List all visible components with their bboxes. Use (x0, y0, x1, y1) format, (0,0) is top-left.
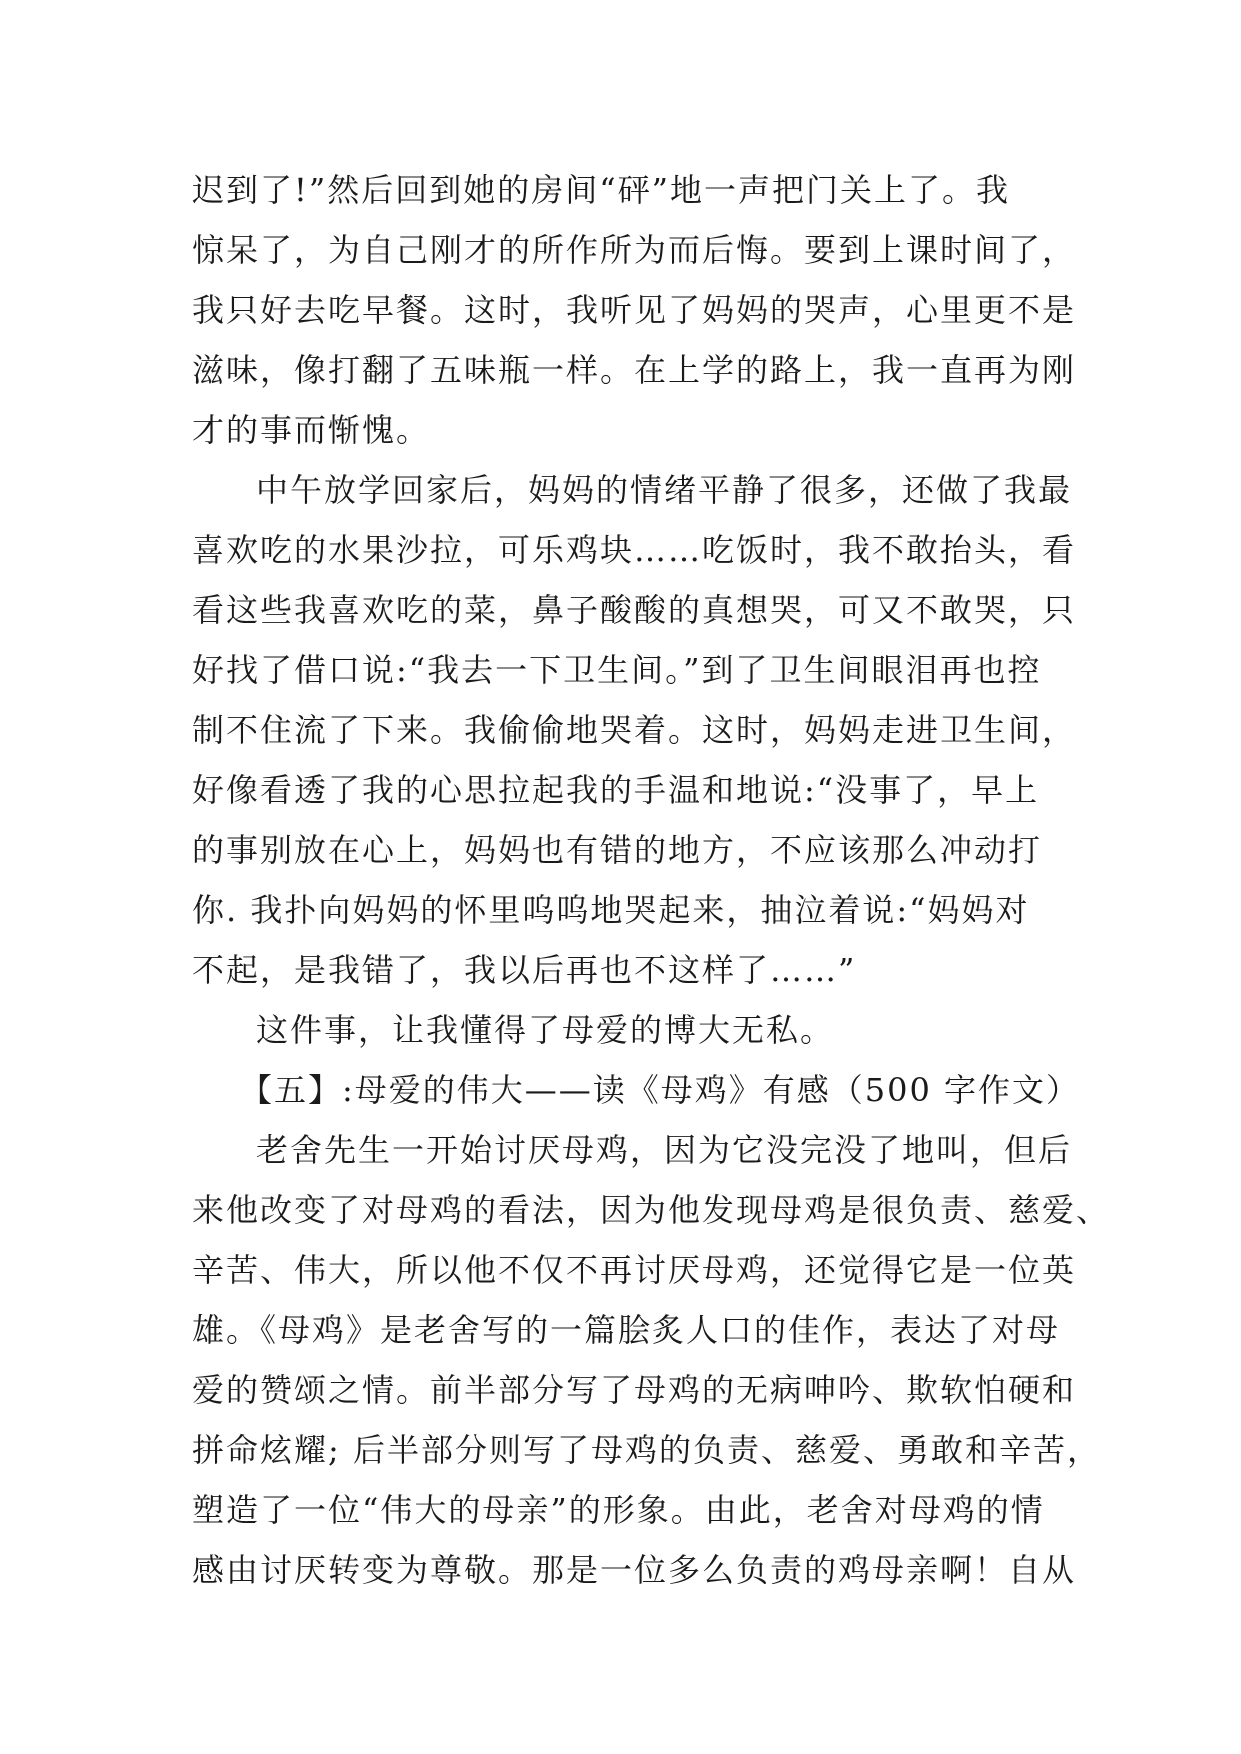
text-line: 好找了借口说:“我去一下卫生间。”到了卫生间眼泪再也控 (192, 651, 1042, 689)
paragraph-first-line: 中午放学回家后，妈妈的情绪平静了很多，还做了我最 (256, 471, 1073, 509)
body-text (192, 160, 1111, 1600)
text-line: 才的事而惭愧。 (192, 411, 431, 449)
text-line: 辛苦、伟大，所以他不仅不再讨厌母鸡，还觉得它是一位英 (192, 1251, 1077, 1289)
text-line: 好像看透了我的心思拉起我的手温和地说:“没事了，早上 (192, 771, 1040, 809)
text-line: 迟到了!”然后回到她的房间“砰”地一声把门关上了。我 (192, 171, 1010, 209)
text-line: 我只好去吃早餐。这时，我听见了妈妈的哭声，心里更不是 (192, 291, 1077, 329)
text-line: 你. 我扑向妈妈的怀里呜呜地哭起来，抽泣着说:“妈妈对 (192, 891, 1030, 929)
section-heading: 【五】:母爱的伟大——读《母鸡》有感（500 字作文） (240, 1071, 1081, 1109)
text-line: 滋味，像打翻了五味瓶一样。在上学的路上，我一直再为刚 (192, 351, 1077, 389)
paragraph-first-line: 这件事，让我懂得了母爱的博大无私。 (256, 1011, 835, 1049)
text-line: 看这些我喜欢吃的菜，鼻子酸酸的真想哭，可又不敢哭，只 (192, 591, 1077, 629)
text-line: 雄。《母鸡》是老舍写的一篇脍炙人口的佳作，表达了对母 (192, 1311, 1061, 1349)
text-line: 的事别放在心上，妈妈也有错的地方，不应该那么冲动打 (192, 831, 1043, 869)
text-line: 惊呆了，为自己刚才的所作所为而后悔。要到上课时间了， (192, 231, 1077, 269)
text-line: 不起，是我错了，我以后再也不这样了……” (192, 951, 857, 989)
text-line: 制不住流了下来。我偷偷地哭着。这时，妈妈走进卫生间， (192, 711, 1077, 749)
text-line: 喜欢吃的水果沙拉，可乐鸡块……吃饭时，我不敢抬头，看 (192, 531, 1077, 569)
text-line: 爱的赞颂之情。前半部分写了母鸡的无病呻吟、欺软怕硬和 (192, 1371, 1077, 1409)
text-line: 感由讨厌转变为尊敬。那是一位多么负责的鸡母亲啊！自从 (192, 1551, 1077, 1589)
text-line: 来他改变了对母鸡的看法，因为他发现母鸡是很负责、慈爱、 (192, 1191, 1111, 1229)
paragraph-first-line: 老舍先生一开始讨厌母鸡，因为它没完没了地叫，但后 (256, 1131, 1073, 1169)
text-line: 拼命炫耀; 后半部分则写了母鸡的负责、慈爱、勇敢和辛苦， (192, 1431, 1101, 1469)
text-line: 塑造了一位“伟大的母亲”的形象。由此，老舍对母鸡的情 (192, 1491, 1045, 1529)
